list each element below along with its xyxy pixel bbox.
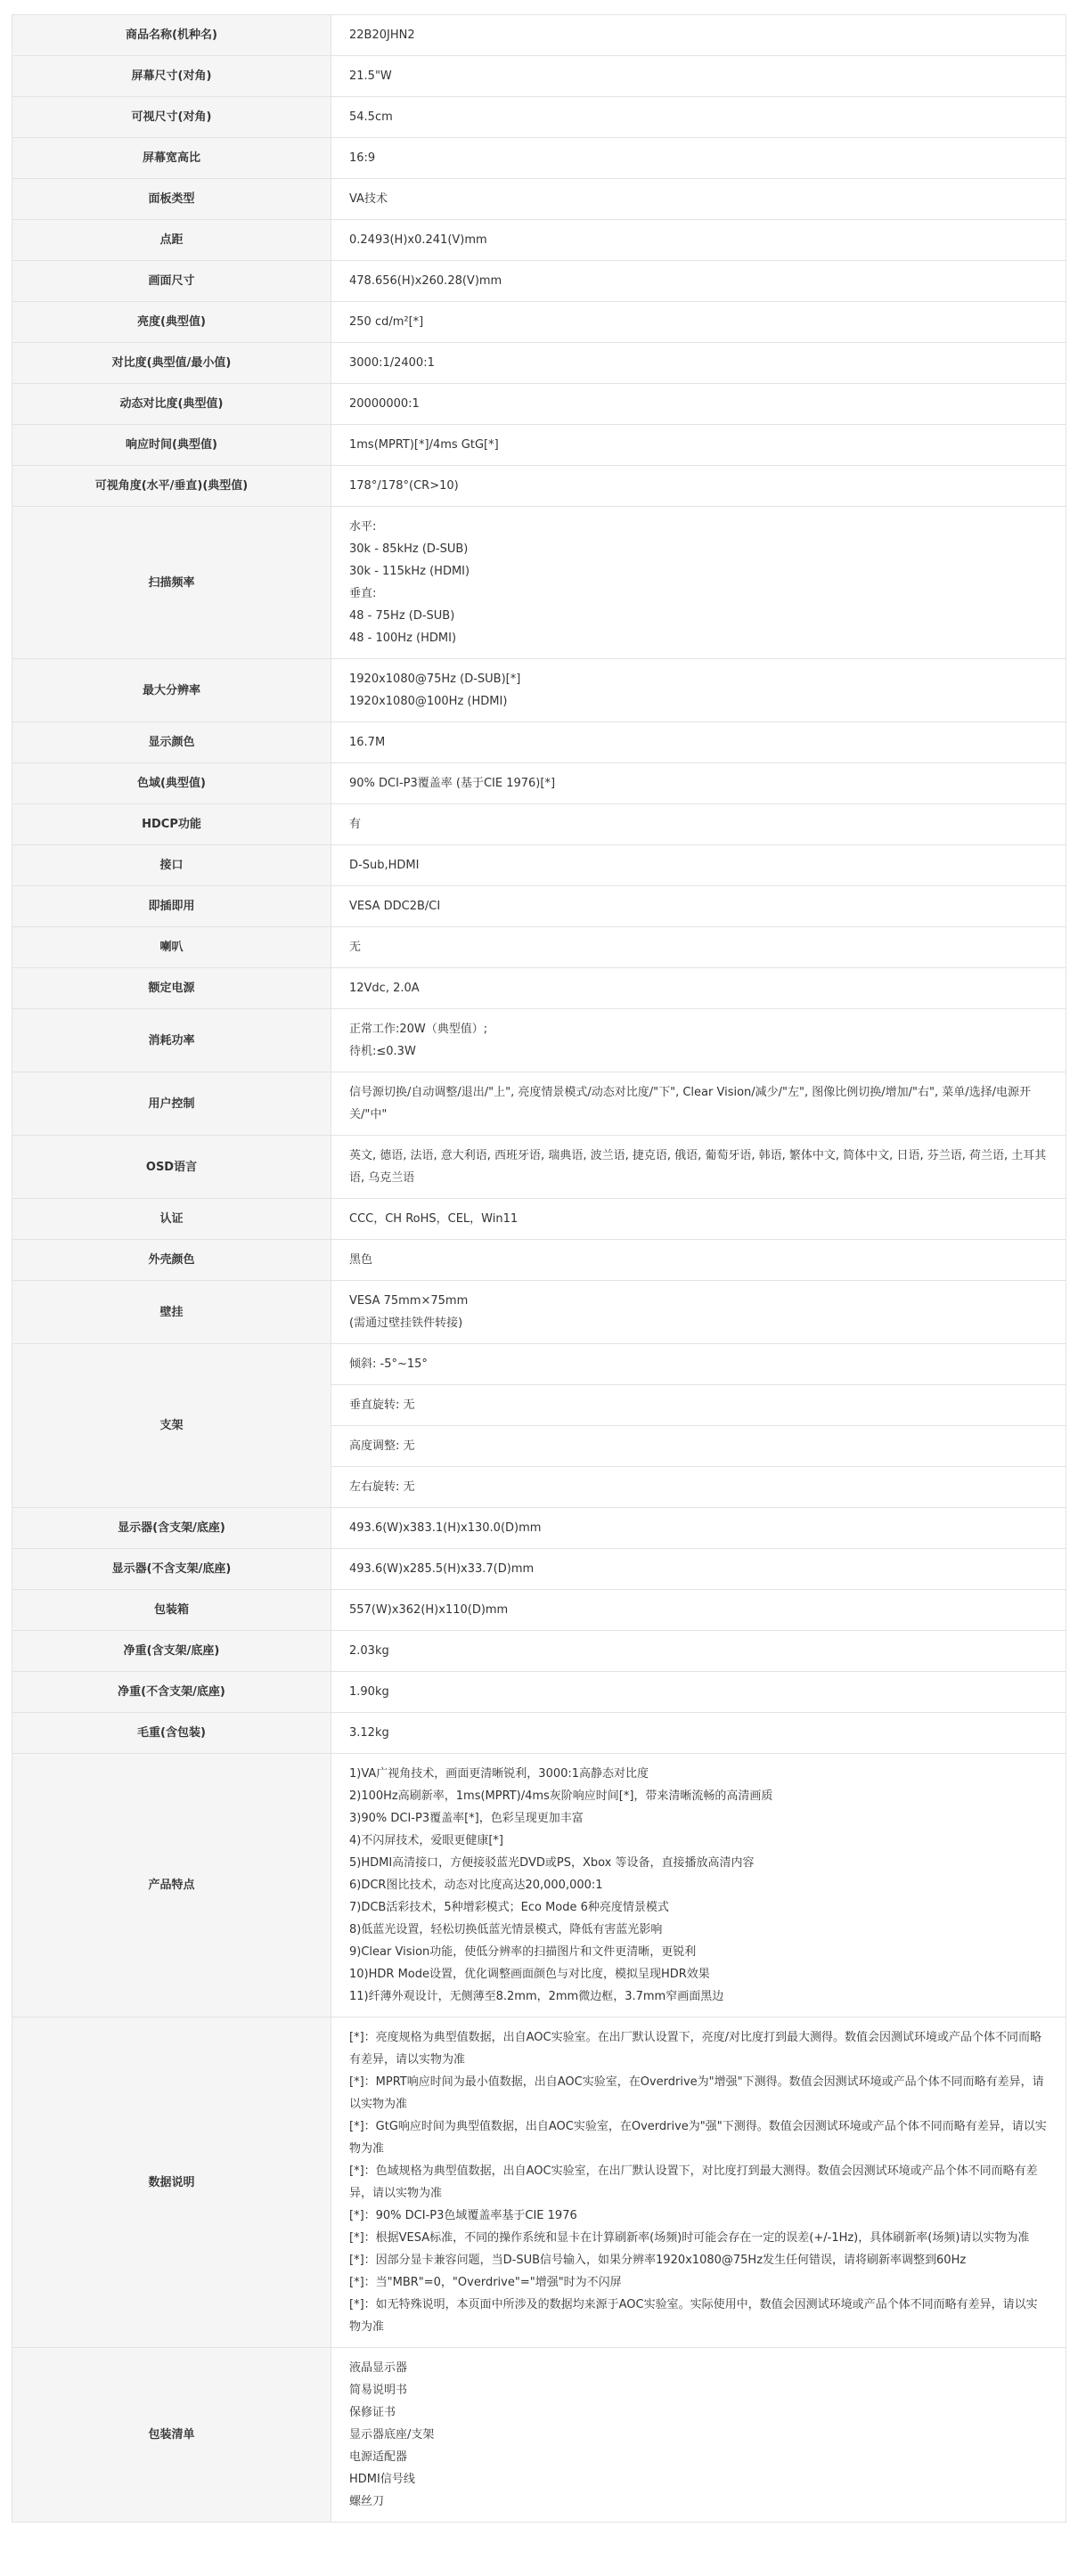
spec-value: 有 [331,804,1066,845]
spec-value-line: 4)不闪屏技术，爱眼更健康[*] [349,1834,503,1847]
spec-row [12,1713,1066,1754]
spec-value: 178°/178°(CR>10) [331,466,1066,507]
spec-value-multiline [331,2018,1066,2348]
spec-row [12,763,1066,804]
spec-value-line: [*]：因部分显卡兼容问题，当D-SUB信号输入，如果分辨率1920x1080@75Hz发生任何错误，请将刷新率调整到60Hz [349,2254,967,2267]
spec-value-line: 8)低蓝光设置，轻松切换低蓝光情景模式，降低有害蓝光影响 [349,1923,663,1936]
spec-value-line: [*]：当"MBR"=0，"Overdrive"="增强"时为不闪屏 [349,2276,622,2289]
spec-value: VESA DDC2B/CI [331,886,1066,927]
spec-value: 1ms(MPRT)[*]/4ms GtG[*] [331,425,1066,466]
spec-table [12,14,1066,2523]
spec-value-line: HDMI信号线 [349,2473,415,2486]
spec-label: 毛重(含包装) [12,1713,331,1754]
spec-value: 16:9 [331,138,1066,179]
spec-value-stand [331,1344,1066,1508]
spec-row [12,138,1066,179]
spec-row [12,722,1066,763]
spec-row [12,845,1066,886]
spec-value-line: 液晶显示器 [349,2361,408,2375]
spec-label: 响应时间(典型值) [12,425,331,466]
spec-value-line: 水平: [349,520,377,534]
spec-row [12,343,1066,384]
spec-label: 外壳颜色 [12,1240,331,1281]
spec-row [12,261,1066,302]
spec-label: 包装清单 [12,2348,331,2523]
spec-value: 无 [331,927,1066,968]
spec-label: 扫描频率 [12,507,331,659]
spec-value-multiline [331,507,1066,659]
spec-value-line: 简易说明书 [349,2384,408,2397]
spec-label: 净重(不含支架/底座) [12,1672,331,1713]
spec-value: 493.6(W)x383.1(H)x130.0(D)mm [331,1508,1066,1549]
spec-value-line: 保修证书 [349,2406,396,2419]
spec-value: 250 cd/m²[*] [331,302,1066,343]
spec-row [12,15,1066,56]
spec-value-line: 1920x1080@75Hz (D-SUB)[*] [349,673,521,686]
spec-label: 用户控制 [12,1072,331,1136]
spec-value: 3.12kg [331,1713,1066,1754]
spec-row [12,425,1066,466]
spec-label: 接口 [12,845,331,886]
spec-row [12,97,1066,138]
spec-value: 21.5"W [331,56,1066,97]
spec-row [12,968,1066,1009]
spec-value-line: [*]：色域规格为典型值数据，出自AOC实验室，在出厂默认设置下，对比度打到最大测得。数值会因测试环境或产品个体不同而略有差异，请以实物为准 [349,2164,1038,2200]
spec-label: 消耗功率 [12,1009,331,1072]
spec-row [12,1072,1066,1136]
spec-label: 动态对比度(典型值) [12,384,331,425]
spec-label: 屏幕宽高比 [12,138,331,179]
spec-value-line: 9)Clear Vision功能，使低分辨率的扫描图片和文件更清晰，更锐利 [349,1945,697,1959]
spec-label: 亮度(典型值) [12,302,331,343]
spec-value-multiline [331,2348,1066,2523]
spec-value-multiline [331,1009,1066,1072]
spec-row [12,927,1066,968]
spec-label: 屏幕尺寸(对角) [12,56,331,97]
spec-table-body [12,15,1066,2523]
spec-label: 显示器(含支架/底座) [12,1508,331,1549]
stand-sub-row: 倾斜: -5°~15° [331,1344,1066,1385]
spec-label: HDCP功能 [12,804,331,845]
spec-label: 认证 [12,1199,331,1240]
spec-label: 数据说明 [12,2018,331,2348]
spec-label: 显示颜色 [12,722,331,763]
spec-value-line: VESA 75mm×75mm [349,1294,469,1308]
spec-value: D-Sub,HDMI [331,845,1066,886]
spec-value-line: [*]：亮度规格为典型值数据，出自AOC实验室。在出厂默认设置下，亮度/对比度打到最大测得。数值会因测试环境或产品个体不同而略有差异，请以实物为准 [349,2031,1041,2067]
spec-row [12,1508,1066,1549]
spec-row [12,1590,1066,1631]
spec-row [12,1672,1066,1713]
spec-label: 喇叭 [12,927,331,968]
spec-label: 点距 [12,220,331,261]
spec-value: 557(W)x362(H)x110(D)mm [331,1590,1066,1631]
spec-row [12,507,1066,659]
spec-row [12,302,1066,343]
spec-row [12,659,1066,722]
spec-label: 最大分辨率 [12,659,331,722]
spec-value-line: 正常工作:20W（典型值）; [349,1023,488,1036]
spec-row [12,1009,1066,1072]
spec-label: 产品特点 [12,1754,331,2018]
spec-value-line: 11)纤薄外观设计，无侧薄至8.2mm，2mm微边框，3.7mm窄画面黑边 [349,1990,724,2003]
spec-row [12,1240,1066,1281]
spec-label: 色域(典型值) [12,763,331,804]
spec-value: 12Vdc, 2.0A [331,968,1066,1009]
spec-row [12,886,1066,927]
spec-value-line: [*]：GtG响应时间为典型值数据，出自AOC实验室，在Overdrive为"强"下测得。数值会因测试环境或产品个体不同而略有差异，请以实物为准 [349,2120,1047,2156]
stand-sub-row: 垂直旋转: 无 [331,1385,1066,1426]
spec-value-line: 10)HDR Mode设置，优化调整画面颜色与对比度，模拟呈现HDR效果 [349,1968,710,1981]
spec-row [12,1631,1066,1672]
spec-label: 额定电源 [12,968,331,1009]
spec-value-line: 3)90% DCI-P3覆盖率[*]，色彩呈现更加丰富 [349,1812,584,1825]
spec-value-line: 48 - 75Hz (D-SUB) [349,609,455,623]
spec-value-line: 螺丝刀 [349,2495,385,2508]
spec-label: 显示器(不含支架/底座) [12,1549,331,1590]
spec-row [12,56,1066,97]
spec-row [12,220,1066,261]
spec-value: 2.03kg [331,1631,1066,1672]
spec-value: 黑色 [331,1240,1066,1281]
spec-label: 壁挂 [12,1281,331,1344]
spec-value: CCC，CH RoHS，CEL，Win11 [331,1199,1066,1240]
spec-row [12,1281,1066,1344]
spec-label: 即插即用 [12,886,331,927]
spec-value-line: 5)HDMI高清接口，方便接驳蓝光DVD或PS，Xbox 等设备，直接播放高清内容 [349,1856,755,1870]
spec-label: 包装箱 [12,1590,331,1631]
spec-value-multiline [331,1281,1066,1344]
spec-value-line: 显示器底座/支架 [349,2428,435,2441]
spec-label: 画面尺寸 [12,261,331,302]
spec-row [12,1344,1066,1508]
spec-value: 493.6(W)x285.5(H)x33.7(D)mm [331,1549,1066,1590]
spec-value-line: [*]：根据VESA标准，不同的操作系统和显卡在计算刷新率(场频)时可能会存在一定的误差(+/-1Hz)，具体刷新率(场频)请以实物为准 [349,2231,1030,2245]
spec-value-line: 7)DCB活彩技术，5种增彩模式；Eco Mode 6种亮度情景模式 [349,1901,669,1914]
spec-value: VA技术 [331,179,1066,220]
spec-row [12,384,1066,425]
spec-value-line: 1920x1080@100Hz (HDMI) [349,695,508,708]
spec-value-line: 电源适配器 [349,2450,408,2464]
spec-value-line: 30k - 115kHz (HDMI) [349,565,470,578]
stand-sub-row: 高度调整: 无 [331,1426,1066,1467]
spec-value-line: (需通过壁挂铁件转接) [349,1317,463,1330]
spec-value-multiline [331,659,1066,722]
spec-value-line: 1)VA广视角技术，画面更清晰锐利，3000:1高静态对比度 [349,1767,649,1781]
spec-row [12,1136,1066,1199]
spec-value-line: 48 - 100Hz (HDMI) [349,632,457,645]
spec-value-line: [*]：90% DCI-P3色域覆盖率基于CIE 1976 [349,2209,577,2222]
spec-label: OSD语言 [12,1136,331,1199]
spec-row [12,2348,1066,2523]
spec-row [12,1199,1066,1240]
spec-label: 商品名称(机种名) [12,15,331,56]
spec-row [12,2018,1066,2348]
spec-value: 90% DCI-P3覆盖率 (基于CIE 1976)[*] [331,763,1066,804]
spec-row [12,466,1066,507]
spec-value: 16.7M [331,722,1066,763]
spec-row [12,1549,1066,1590]
stand-sub-row: 左右旋转: 无 [349,1480,415,1494]
spec-label: 可视角度(水平/垂直)(典型值) [12,466,331,507]
spec-value: 1.90kg [331,1672,1066,1713]
spec-value-line: [*]：如无特殊说明，本页面中所涉及的数据均来源于AOC实验室。实际使用中，数值会因测试环境或产品个体不同而略有差异，请以实物为准 [349,2298,1038,2334]
spec-value: 3000:1/2400:1 [331,343,1066,384]
spec-value: 信号源切换/自动调整/退出/"上", 亮度情景模式/动态对比度/"下", Clear Vision/减少/"左", 图像比例切换/增加/"右", 菜单/选择/电源开关/"中" [331,1072,1066,1136]
spec-label: 支架 [12,1344,331,1508]
spec-value-line: 垂直: [349,587,377,600]
spec-value-line: 6)DCR图比技术，动态对比度高达20,000,000:1 [349,1879,603,1892]
spec-label: 面板类型 [12,179,331,220]
spec-label: 净重(含支架/底座) [12,1631,331,1672]
spec-row [12,1754,1066,2018]
spec-value: 0.2493(H)x0.241(V)mm [331,220,1066,261]
spec-value: 22B20JHN2 [331,15,1066,56]
spec-value-multiline [331,1754,1066,2018]
spec-value-line: 待机:≤0.3W [349,1045,416,1058]
spec-value: 54.5cm [331,97,1066,138]
spec-label: 可视尺寸(对角) [12,97,331,138]
spec-value-line: 30k - 85kHz (D-SUB) [349,542,469,556]
spec-row [12,804,1066,845]
spec-value: 英文, 德语, 法语, 意大利语, 西班牙语, 瑞典语, 波兰语, 捷克语, 俄语, 葡萄牙语, 韩语, 繁体中文, 简体中文, 日语, 芬兰语, 荷兰语, 土耳其语, 乌克兰语 [331,1136,1066,1199]
spec-value: 478.656(H)x260.28(V)mm [331,261,1066,302]
spec-value: 20000000:1 [331,384,1066,425]
spec-label: 对比度(典型值/最小值) [12,343,331,384]
spec-row [12,179,1066,220]
spec-value-line: 2)100Hz高刷新率，1ms(MPRT)/4ms灰阶响应时间[*]，带来清晰流畅的高清画质 [349,1789,773,1803]
spec-value-line: [*]：MPRT响应时间为最小值数据，出自AOC实验室，在Overdrive为"增强"下测得。数值会因测试环境或产品个体不同而略有差异，请以实物为准 [349,2075,1044,2111]
